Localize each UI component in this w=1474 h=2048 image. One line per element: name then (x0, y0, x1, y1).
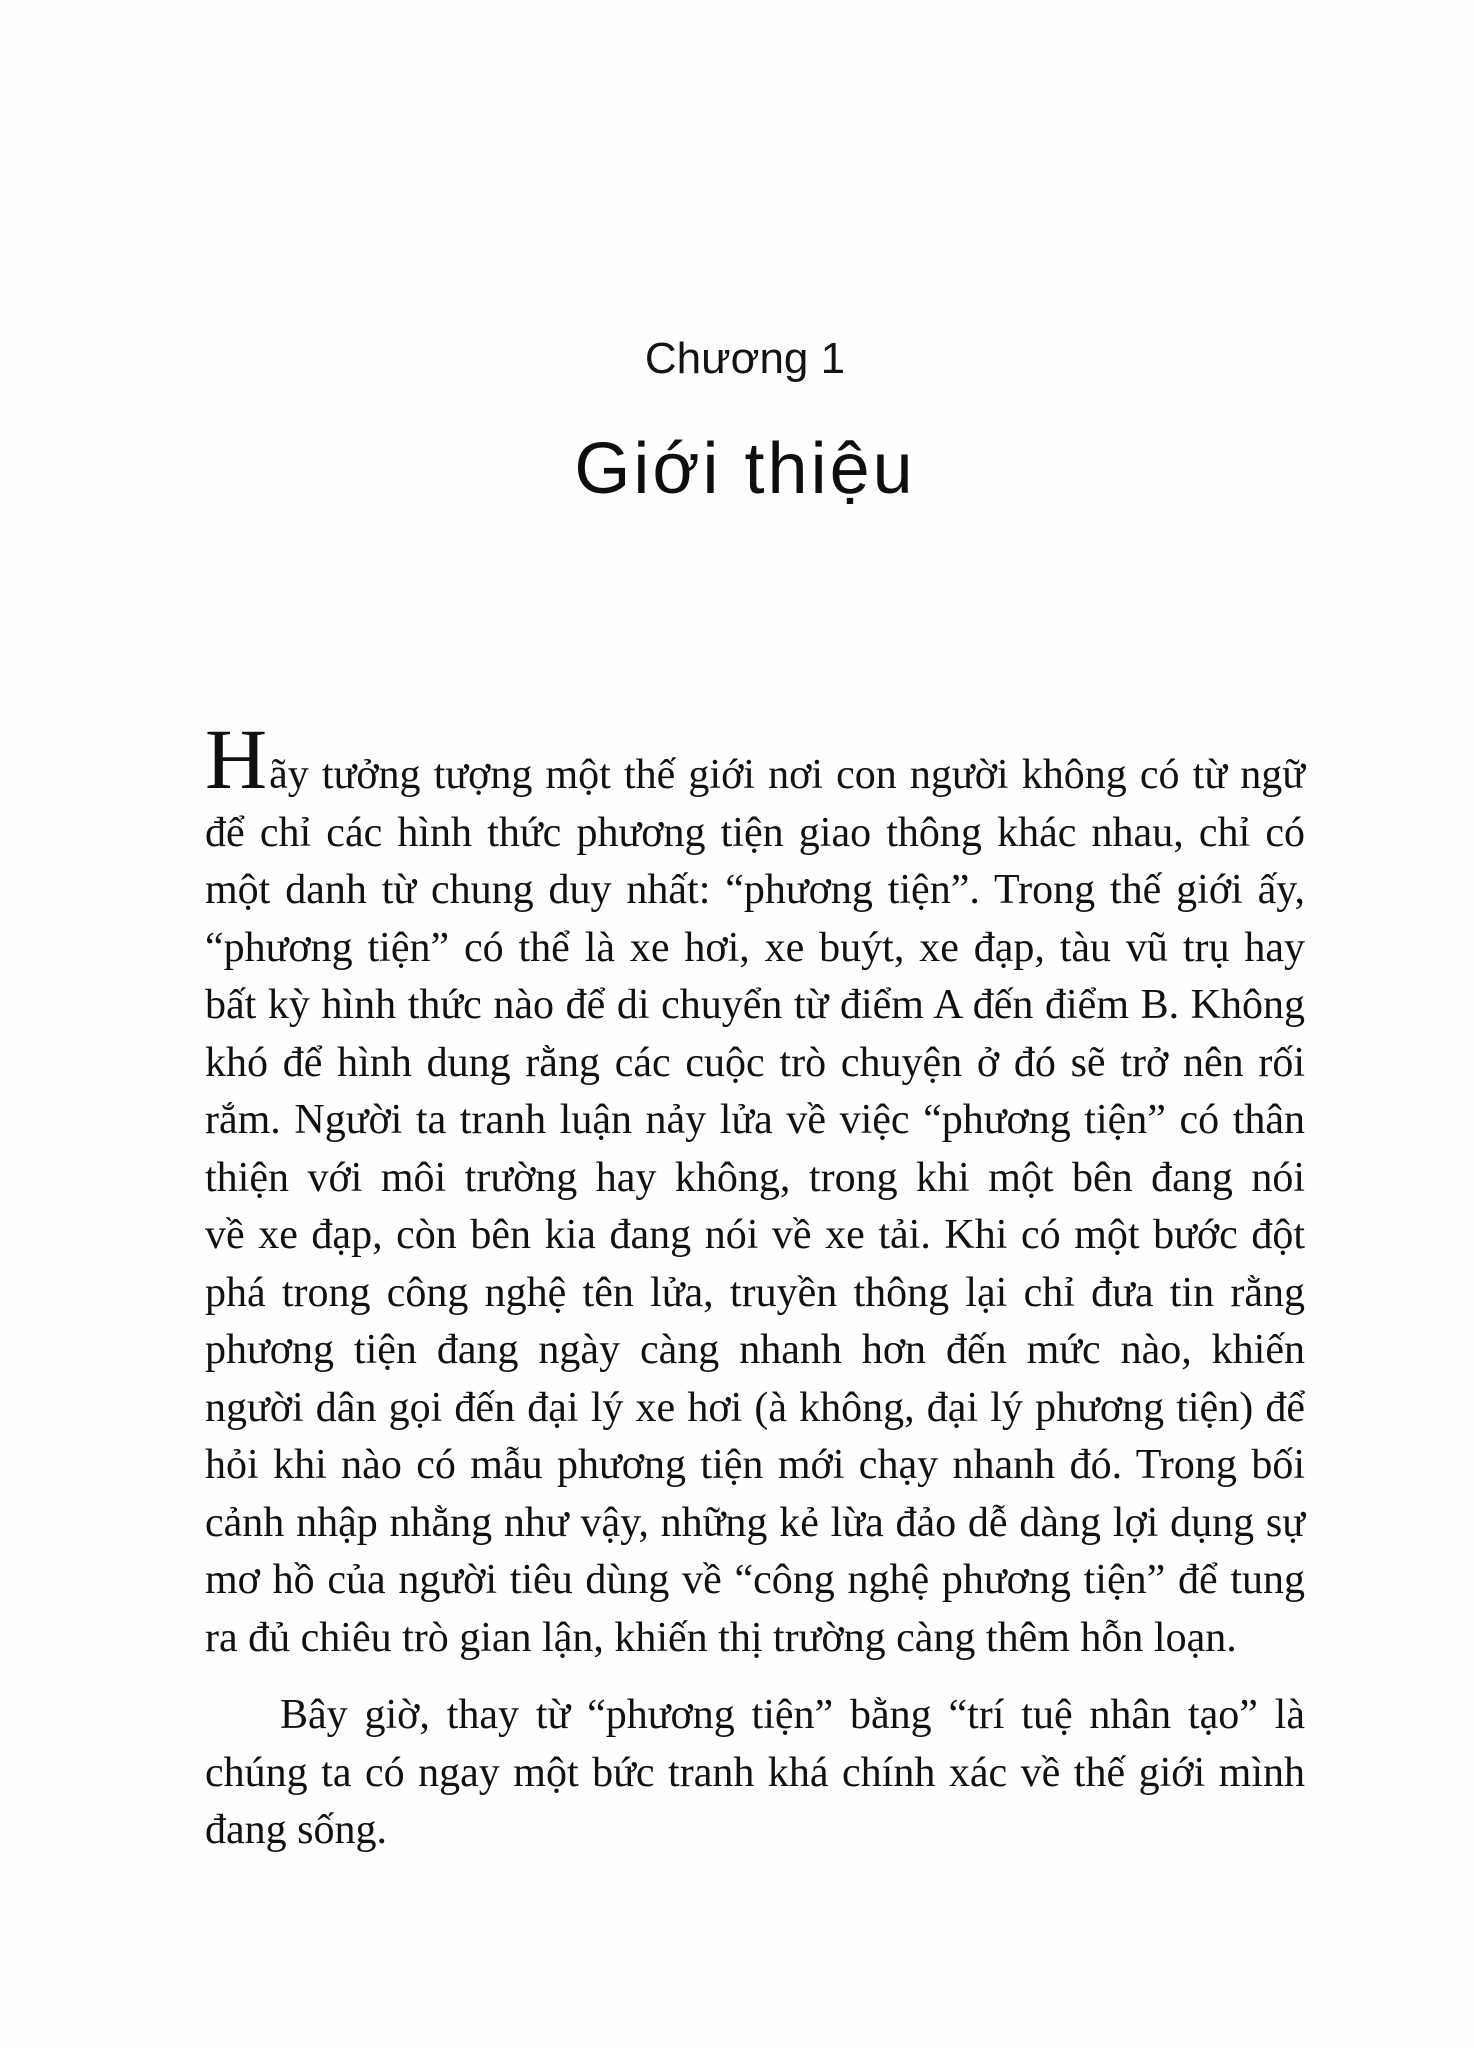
text-line: người dân gọi đến đại lý xe hơi (à không, đại lý phương tiện) để (205, 1384, 1305, 1431)
text-line: Bây giờ, thay từ “phương tiện” bằng “trí tuệ nhân tạo” là (280, 1692, 1305, 1738)
text-line: ra đủ chiêu trò gian lận, khiến thị trường càng thêm hỗn loạn. (205, 1614, 1237, 1661)
chapter-number: Chương 1 (644, 334, 846, 383)
text-line: phá trong công nghệ tên lửa, truyền thông lại chỉ đưa tin rằng (205, 1269, 1305, 1316)
chapter-title: Giới thiệu (574, 429, 916, 509)
text-line: cảnh nhập nhằng như vậy, những kẻ lừa đảo dễ dàng lợi dụng sự (205, 1499, 1305, 1546)
text-line: một danh từ chung duy nhất: “phương tiện”. Trong thế giới ấy, (205, 867, 1305, 913)
drop-cap: H (205, 711, 268, 807)
text-line: phương tiện đang ngày càng nhanh hơn đến mức nào, khiến (205, 1327, 1305, 1373)
paragraph-2 (205, 1687, 1305, 1860)
text-line: mơ hồ của người tiêu dùng về “công nghệ phương tiện” để tung (205, 1557, 1305, 1603)
text-line: hỏi khi nào có mẫu phương tiện mới chạy nhanh đó. Trong bối (205, 1442, 1305, 1488)
text-line: thiện với môi trường hay không, trong khi một bên đang nói (205, 1154, 1305, 1201)
text-line: rắm. Người ta tranh luận nảy lửa về việc “phương tiện” có thân (205, 1097, 1305, 1143)
text-line: “phương tiện” có thể là xe hơi, xe buýt, xe đạp, tàu vũ trụ hay (205, 924, 1305, 971)
text-line: khó để hình dung rằng các cuộc trò chuyện ở đó sẽ trở nên rối (205, 1039, 1305, 1086)
text-line: Hãy tưởng tượng một thế giới nơi con người không có từ ngữ (205, 711, 1305, 807)
text-line: đang sống. (205, 1807, 387, 1853)
text-line: về xe đạp, còn bên kia đang nói về xe tải. Khi có một bước đột (205, 1212, 1305, 1258)
text-line: để chỉ các hình thức phương tiện giao thông khác nhau, chỉ có (205, 809, 1305, 856)
text-line: bất kỳ hình thức nào để di chuyển từ điểm A đến điểm B. Không (205, 982, 1305, 1028)
paragraph-gap (205, 1667, 1305, 1687)
text-line: chúng ta có ngay một bức tranh khá chính xác về thế giới mình (205, 1749, 1305, 1796)
chapter-body (205, 711, 1305, 1860)
paragraph-1 (205, 711, 1305, 1667)
